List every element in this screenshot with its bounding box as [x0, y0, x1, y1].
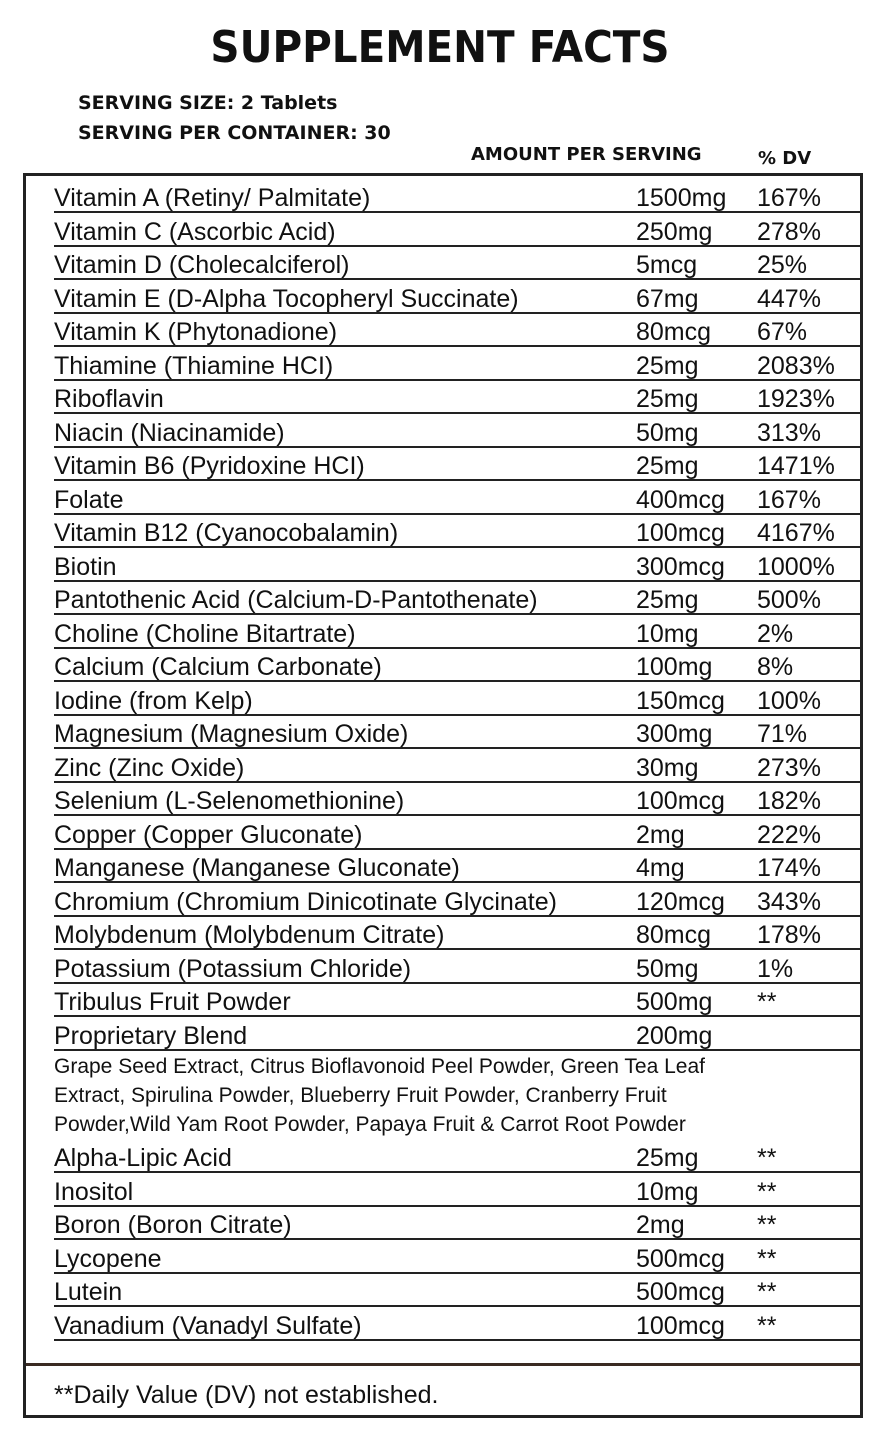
- nutrient-name: Proprietary Blend: [54, 1022, 248, 1050]
- nutrient-dv: 500%: [757, 586, 821, 614]
- nutrient-amount: 2mg: [636, 821, 685, 849]
- nutrient-dv: **: [757, 1278, 777, 1306]
- nutrient-amount: 150mcg: [636, 687, 725, 715]
- blend-line: Powder,Wild Yam Root Powder, Papaya Fruit & Carrot Root Powder: [54, 1113, 686, 1136]
- table-row: [54, 547, 860, 582]
- nutrient-dv: 222%: [757, 821, 821, 849]
- nutrient-name: Vanadium (Vanadyl Sulfate): [54, 1312, 362, 1340]
- nutrient-dv: 174%: [757, 854, 821, 882]
- nutrient-name: Tribulus Fruit Powder: [54, 988, 291, 1016]
- nutrient-dv: 100%: [757, 687, 821, 715]
- nutrient-amount: 100mg: [636, 653, 713, 681]
- nutrient-dv: 1000%: [757, 553, 835, 581]
- nutrient-amount: 1500mg: [636, 184, 727, 212]
- nutrient-dv: **: [757, 1245, 777, 1273]
- nutrient-amount: 500mcg: [636, 1245, 725, 1273]
- nutrient-name: Inositol: [54, 1178, 134, 1206]
- table-row: [54, 413, 860, 448]
- nutrient-name: Lycopene: [54, 1245, 162, 1273]
- nutrient-name: Riboflavin: [54, 385, 164, 413]
- nutrient-dv: 278%: [757, 218, 821, 246]
- nutrient-name: Zinc (Zinc Oxide): [54, 754, 245, 782]
- nutrient-amount: 2mg: [636, 1211, 685, 1239]
- table-row: [54, 848, 860, 883]
- nutrient-name: Iodine (from Kelp): [54, 687, 253, 715]
- nutrient-dv: **: [757, 1211, 777, 1239]
- table-row: [54, 748, 860, 783]
- footnote: **Daily Value (DV) not established.: [54, 1381, 439, 1409]
- table-row: [54, 647, 860, 682]
- nutrient-name: Thiamine (Thiamine HCI): [54, 352, 334, 380]
- nutrient-amount: 25mg: [636, 586, 699, 614]
- nutrient-dv: 4167%: [757, 519, 835, 547]
- nutrient-name: Vitamin D (Cholecalciferol): [54, 251, 350, 279]
- nutrient-amount: 25mg: [636, 1144, 699, 1172]
- table-row: [54, 915, 860, 950]
- table-row: [54, 178, 860, 213]
- nutrient-name: Calcium (Calcium Carbonate): [54, 653, 382, 681]
- nutrient-dv: **: [757, 988, 777, 1016]
- nutrient-name: Lutein: [54, 1278, 123, 1306]
- nutrient-name: Molybdenum (Molybdenum Citrate): [54, 921, 445, 949]
- nutrient-amount: 100mcg: [636, 1312, 725, 1340]
- table-row: [54, 1016, 860, 1051]
- nutrient-dv: 1%: [757, 955, 794, 983]
- nutrient-amount: 10mg: [636, 1178, 699, 1206]
- nutrient-amount: 10mg: [636, 620, 699, 648]
- dv-column-header: % DV: [758, 148, 812, 169]
- table-row: [54, 882, 860, 917]
- nutrient-dv: 8%: [757, 653, 794, 681]
- table-row: [54, 580, 860, 615]
- nutrient-dv: 2%: [757, 620, 794, 648]
- nutrient-name: Vitamin B12 (Cyanocobalamin): [54, 519, 399, 547]
- nutrient-name: Potassium (Potassium Chloride): [54, 955, 412, 983]
- nutrient-name: Vitamin B6 (Pyridoxine HCI): [54, 452, 365, 480]
- nutrient-amount: 300mg: [636, 720, 713, 748]
- table-row: [54, 446, 860, 481]
- nutrient-dv: 2083%: [757, 352, 835, 380]
- nutrient-amount: 67mg: [636, 285, 699, 313]
- nutrient-amount: 25mg: [636, 385, 699, 413]
- nutrient-name: Vitamin A (Retiny/ Palmitate): [54, 184, 371, 212]
- table-row: [54, 1172, 860, 1207]
- table-row: [54, 1272, 860, 1307]
- nutrient-amount: 80mcg: [636, 318, 712, 346]
- table-row: [54, 815, 860, 850]
- table-row: [54, 480, 860, 515]
- nutrient-amount: 50mg: [636, 419, 699, 447]
- nutrient-amount: 80mcg: [636, 921, 712, 949]
- table-row: [54, 681, 860, 716]
- nutrient-dv: 167%: [757, 486, 821, 514]
- nutrient-amount: 50mg: [636, 955, 699, 983]
- table-row: [54, 949, 860, 984]
- nutrient-name: Choline (Choline Bitartrate): [54, 620, 356, 648]
- nutrient-amount: 100mcg: [636, 787, 725, 815]
- table-row: [54, 245, 860, 280]
- nutrient-amount: 30mg: [636, 754, 699, 782]
- nutrient-name: Alpha-Lipic Acid: [54, 1144, 232, 1172]
- nutrient-dv: 1923%: [757, 385, 835, 413]
- divider: [26, 1363, 860, 1366]
- page-title: SUPPLEMENT FACTS: [210, 22, 670, 73]
- serving-size: SERVING SIZE: 2 Tablets: [78, 92, 338, 114]
- nutrient-amount: 200mg: [636, 1022, 713, 1050]
- nutrient-amount: 100mcg: [636, 519, 725, 547]
- nutrient-amount: 120mcg: [636, 888, 725, 916]
- nutrient-amount: 25mg: [636, 352, 699, 380]
- nutrient-dv: 167%: [757, 184, 821, 212]
- table-row: [54, 513, 860, 548]
- table-row: [54, 714, 860, 749]
- nutrient-amount: 500mcg: [636, 1278, 725, 1306]
- nutrient-name: Vitamin C (Ascorbic Acid): [54, 218, 336, 246]
- nutrient-amount: 5mcg: [636, 251, 698, 279]
- table-row: [54, 1306, 860, 1341]
- amount-column-header: AMOUNT PER SERVING: [471, 144, 702, 165]
- table-row: [54, 212, 860, 247]
- table-row: [54, 614, 860, 649]
- nutrient-dv: 25%: [757, 251, 808, 279]
- nutrient-dv: 182%: [757, 787, 821, 815]
- nutrient-amount: 25mg: [636, 452, 699, 480]
- nutrient-name: Chromium (Chromium Dinicotinate Glycinate): [54, 888, 557, 916]
- blend-line: Extract, Spirulina Powder, Blueberry Fruit Powder, Cranberry Fruit: [54, 1084, 667, 1107]
- nutrient-dv: 67%: [757, 318, 808, 346]
- table-row: [54, 379, 860, 414]
- nutrient-name: Manganese (Manganese Gluconate): [54, 854, 460, 882]
- table-row: [54, 279, 860, 314]
- nutrient-name: Folate: [54, 486, 124, 514]
- nutrient-name: Selenium (L-Selenomethionine): [54, 787, 405, 815]
- nutrient-dv: **: [757, 1178, 777, 1206]
- nutrient-name: Vitamin E (D-Alpha Tocopheryl Succinate): [54, 285, 519, 313]
- nutrient-name: Vitamin K (Phytonadione): [54, 318, 338, 346]
- servings-per-container: SERVING PER CONTAINER: 30: [78, 122, 391, 144]
- table-row: [54, 312, 860, 347]
- nutrient-name: Niacin (Niacinamide): [54, 419, 285, 447]
- table-row: [54, 1239, 860, 1274]
- nutrient-dv: 343%: [757, 888, 821, 916]
- nutrient-dv: 447%: [757, 285, 821, 313]
- nutrient-dv: **: [757, 1312, 777, 1340]
- nutrient-dv: 273%: [757, 754, 821, 782]
- nutrient-dv: **: [757, 1144, 777, 1172]
- nutrient-amount: 400mcg: [636, 486, 725, 514]
- nutrient-name: Pantothenic Acid (Calcium-D-Pantothenate): [54, 586, 538, 614]
- nutrient-name: Boron (Boron Citrate): [54, 1211, 292, 1239]
- blend-line: Grape Seed Extract, Citrus Bioflavonoid Peel Powder, Green Tea Leaf: [54, 1055, 705, 1078]
- nutrient-dv: 313%: [757, 419, 821, 447]
- nutrient-dv: 71%: [757, 720, 808, 748]
- nutrient-amount: 4mg: [636, 854, 685, 882]
- nutrient-amount: 500mg: [636, 988, 713, 1016]
- table-row: [54, 1138, 860, 1173]
- blend-ingredients: [54, 1052, 834, 1139]
- table-row: [54, 1205, 860, 1240]
- nutrient-name: Magnesium (Magnesium Oxide): [54, 720, 409, 748]
- nutrient-name: Biotin: [54, 553, 117, 581]
- nutrient-name: Copper (Copper Gluconate): [54, 821, 363, 849]
- nutrient-amount: 250mg: [636, 218, 713, 246]
- nutrient-amount: 300mcg: [636, 553, 725, 581]
- table-row: [54, 781, 860, 816]
- nutrient-dv: 1471%: [757, 452, 835, 480]
- table-row: [54, 982, 860, 1017]
- table-row: [54, 346, 860, 381]
- facts-table: [23, 173, 863, 1418]
- nutrient-dv: 178%: [757, 921, 821, 949]
